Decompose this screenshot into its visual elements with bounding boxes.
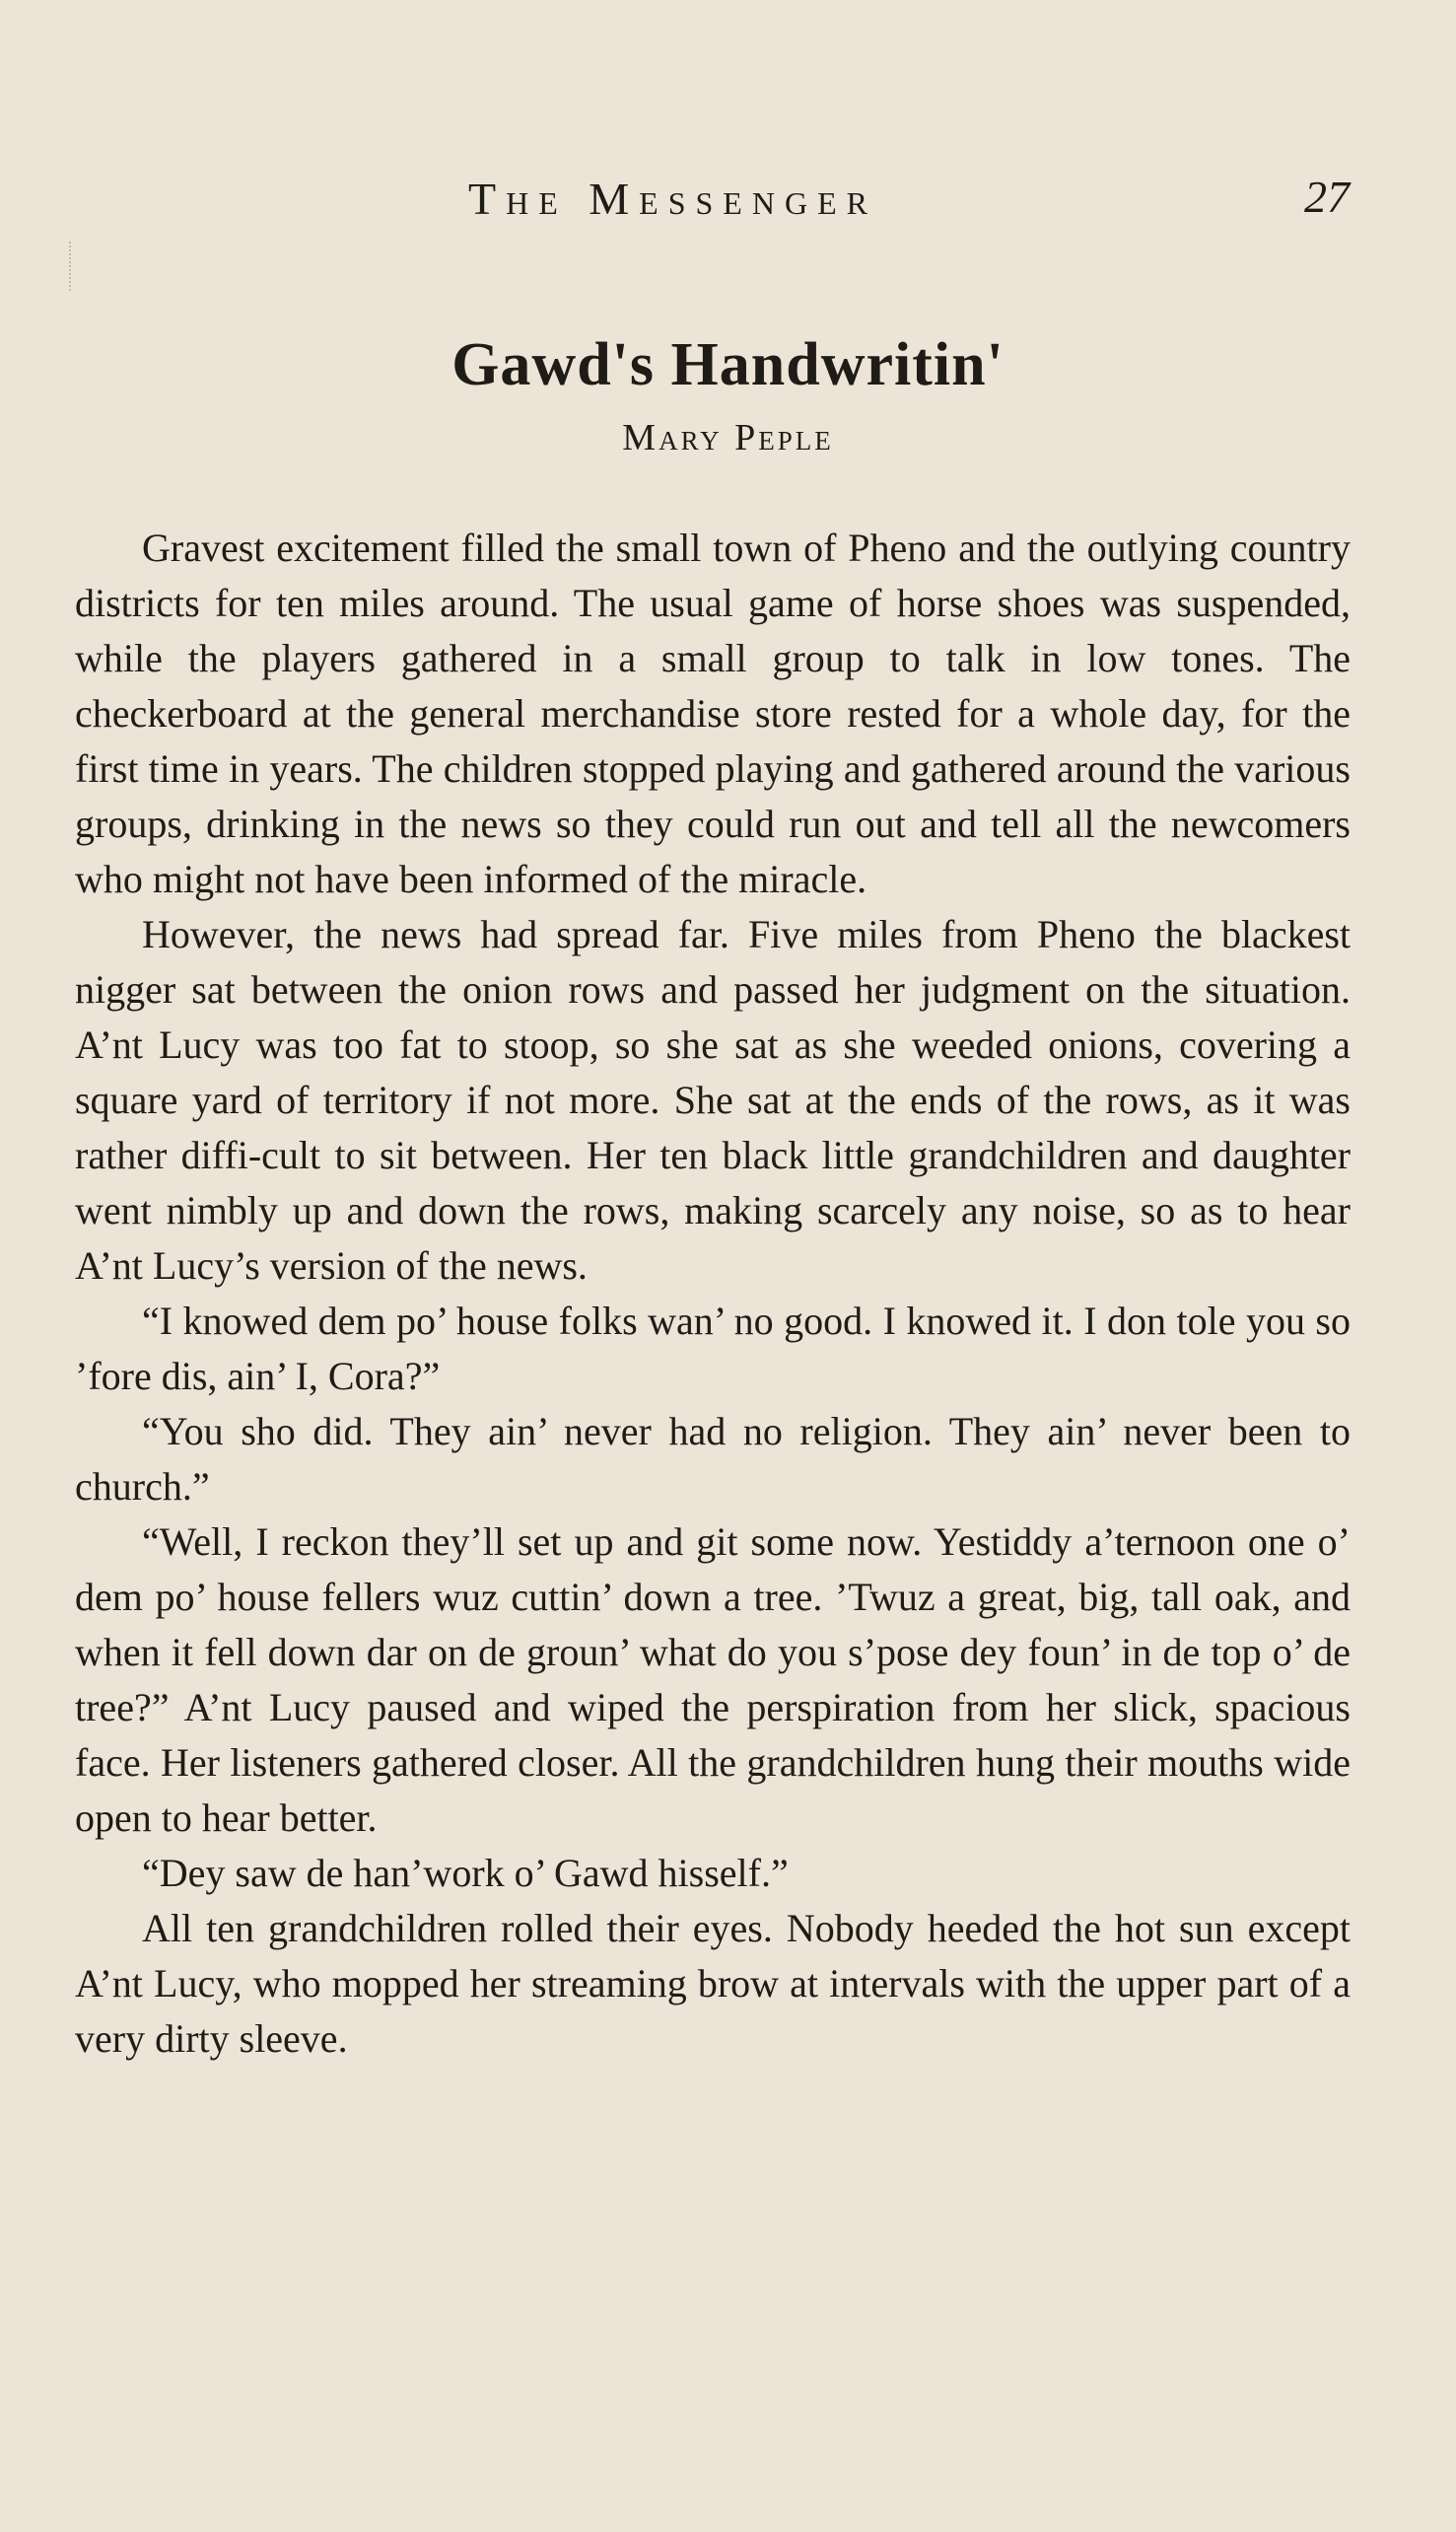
- paragraph-7: All ten grandchildren rolled their eyes. Nobody heeded the hot sun except A’nt Lucy, who mopped her streaming brow at intervals with the upper part of a very dirty sleeve.: [75, 1906, 1351, 2061]
- running-head: [0, 173, 1456, 232]
- page-number: 27: [1304, 172, 1350, 222]
- journal-title: The Messenger: [468, 174, 877, 224]
- paragraph-2: However, the news had spread far. Five miles from Pheno the blackest nigger sat between the onion rows and passed her judgment on the situation. A’nt Lucy was too fat to stoop, so she sat as she weeded onions, covering a square yard of territory if not more. She sat at the ends of the rows, as it was rather diffi-cult to sit between. Her ten black little grandchildren and daughter went nimbly up and down the rows, making scarcely any noise, so as to hear A’nt Lucy’s version of the news.: [75, 912, 1351, 1288]
- paragraph-6: “Dey saw de han’work o’ Gawd hisself.”: [142, 1851, 789, 1895]
- article-author: Mary Peple: [622, 417, 834, 458]
- article-body: [75, 521, 1351, 2067]
- paragraph-4: “You sho did. They ain’ never had no religion. They ain’ never been to church.”: [75, 1409, 1351, 1509]
- paragraph-5: “Well, I reckon they’ll set up and git some now. Yestiddy a’ternoon one o’ dem po’ house fellers wuz cuttin’ down a tree. ’Twuz a great, big, tall oak, and when it fell down dar on de groun’ what do you s’pose dey foun’ in de top o’ de tree?” A’nt Lucy paused and wiped the perspiration from her slick, spacious face. Her listeners gathered closer. All the grandchildren hung their mouths wide open to hear better.: [75, 1519, 1351, 1840]
- article-title: Gawd's Handwritin': [451, 331, 1005, 398]
- paragraph-3: “I knowed dem po’ house folks wan’ no good. I knowed it. I don tole you so ’fore dis, ain’ I, Cora?”: [75, 1299, 1351, 1398]
- margin-mark: [69, 242, 73, 291]
- paragraph-1: Gravest excitement filled the small town of Pheno and the outlying country districts for ten miles around. The usual game of horse shoes was suspended, while the players gathered in a small group to talk in low tones. The checkerboard at the general merchandise store rested for a whole day, for the first time in years. The children stopped playing and gathered around the various groups, drinking in the news so they could run out and tell all the newcomers who might not have been informed of the miracle.: [75, 526, 1351, 901]
